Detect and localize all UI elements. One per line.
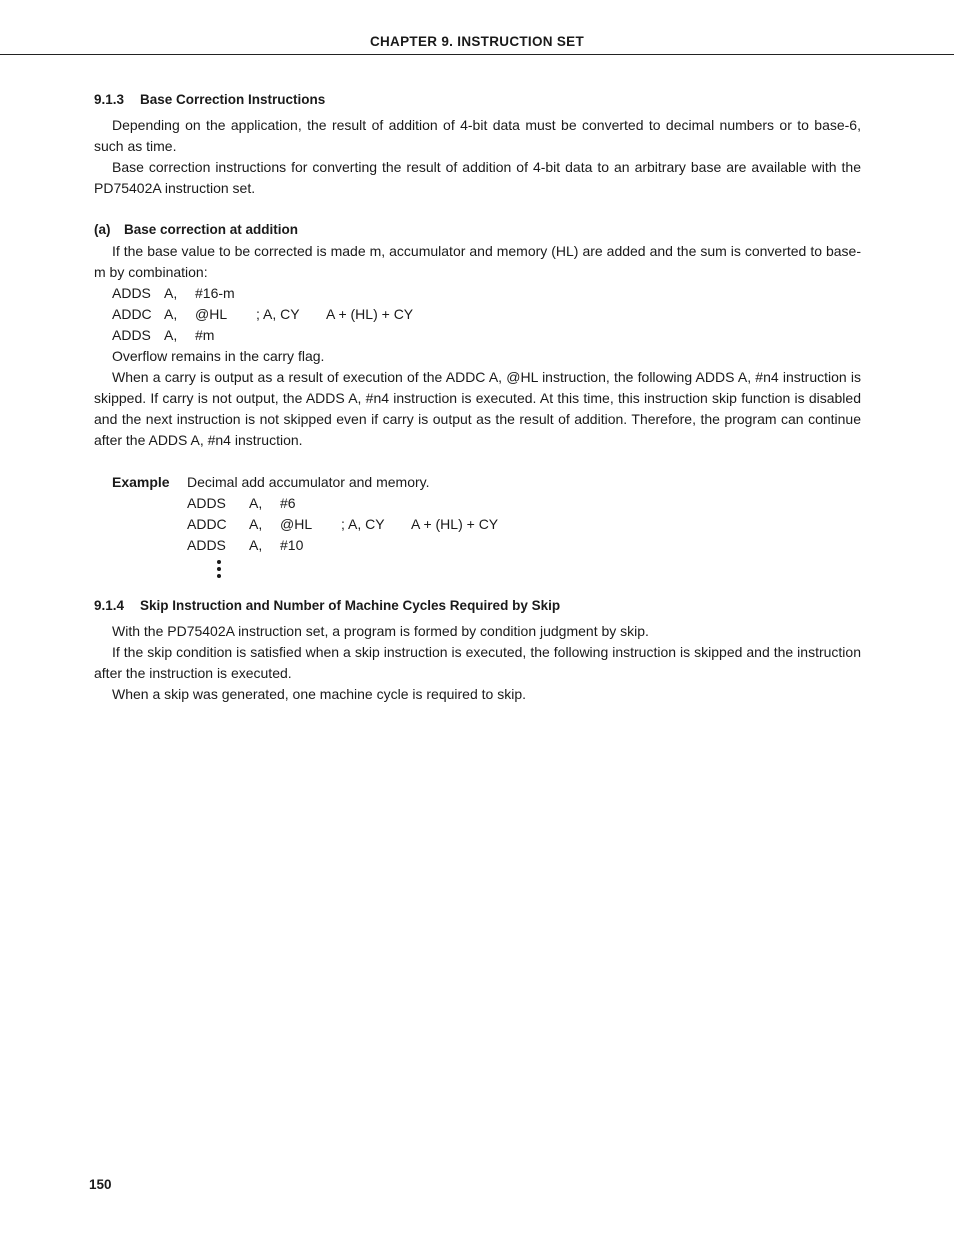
code-arg: @HL: [195, 306, 228, 322]
section-heading-9-1-3: [94, 90, 861, 110]
code-reg: A,: [249, 537, 263, 553]
section-number: 9.1.3: [94, 92, 125, 107]
code-op: ADDS: [112, 285, 151, 301]
code-line: [187, 493, 861, 514]
code-comment: ; A, CY: [256, 306, 300, 322]
code-line: [112, 325, 861, 346]
code-reg: A,: [164, 306, 178, 322]
paragraph: If the base value to be corrected is made m, accumulator and memory (HL) are added and the sum is converted to base-m by combination:: [94, 243, 861, 280]
code-line: [187, 535, 861, 556]
section-number: 9.1.4: [94, 598, 125, 613]
code-op: ADDS: [112, 327, 151, 343]
paragraph: Overflow remains in the carry flag.: [112, 348, 325, 364]
page-content: [94, 88, 861, 705]
running-header: CHAPTER 9. INSTRUCTION SET: [369, 34, 585, 49]
vertical-ellipsis: [187, 556, 861, 582]
ellipsis-dot: [217, 574, 221, 578]
code-arg: #6: [280, 495, 296, 511]
subsection-heading-a: [94, 220, 861, 240]
paragraph: Depending on the application, the result of addition of 4-bit data must be converted to decimal numbers or to base-6, such as time.: [94, 117, 861, 154]
code-reg: A,: [249, 495, 263, 511]
paragraph: When a carry is output as a result of execution of the ADDC A, @HL instruction, the following ADDS A, #n4 instruction is skipped. If carry is not output, the ADDS A, #n4 instruction is executed. At this time, this instruction skip function is disabled and the next instruction is not skipped even if carry is output as the result of addition. Therefore, the program can continue after the ADDS A, #n4 instruction.: [94, 369, 861, 448]
code-op: ADDS: [187, 537, 226, 553]
code-op: ADDS: [187, 495, 226, 511]
code-reg: A,: [164, 327, 178, 343]
code-line: [112, 283, 861, 304]
code-reg: A,: [164, 285, 178, 301]
paragraph: If the skip condition is satisfied when a skip instruction is executed, the following instruction is skipped and the instruction after the instruction is executed.: [94, 644, 861, 681]
section-heading-9-1-4: [94, 596, 861, 616]
subsection-number: (a): [94, 222, 111, 237]
ellipsis-dot: [217, 567, 221, 571]
section-title: Skip Instruction and Number of Machine Cycles Required by Skip: [140, 598, 561, 613]
paragraph: Base correction instructions for converting the result of addition of 4-bit data to an arbitrary base are available with the PD75402A instruction set.: [94, 159, 861, 196]
paragraph: When a skip was generated, one machine cycle is required to skip.: [112, 686, 526, 702]
code-op: ADDC: [187, 516, 227, 532]
example-block: [94, 472, 861, 582]
code-line: [112, 304, 861, 325]
code-line: [187, 514, 861, 535]
code-arg: #m: [195, 327, 215, 343]
example-label: Example: [112, 474, 170, 490]
page-number: 150: [89, 1177, 112, 1192]
code-arg: #16-m: [195, 285, 235, 301]
code-reg: A,: [249, 516, 263, 532]
code-expr: A + (HL) + CY: [326, 306, 414, 322]
code-comment: ; A, CY: [341, 516, 385, 532]
code-arg: #10: [280, 537, 304, 553]
code-expr: A + (HL) + CY: [411, 516, 499, 532]
code-op: ADDC: [112, 306, 152, 322]
code-arg: @HL: [280, 516, 313, 532]
ellipsis-dot: [217, 560, 221, 564]
header-rule: [0, 54, 954, 55]
section-title: Base Correction Instructions: [140, 92, 326, 107]
paragraph: With the PD75402A instruction set, a program is formed by condition judgment by skip.: [112, 623, 649, 639]
subsection-title: Base correction at addition: [124, 222, 299, 237]
code-block: [94, 283, 861, 346]
example-description: Decimal add accumulator and memory.: [187, 474, 430, 490]
